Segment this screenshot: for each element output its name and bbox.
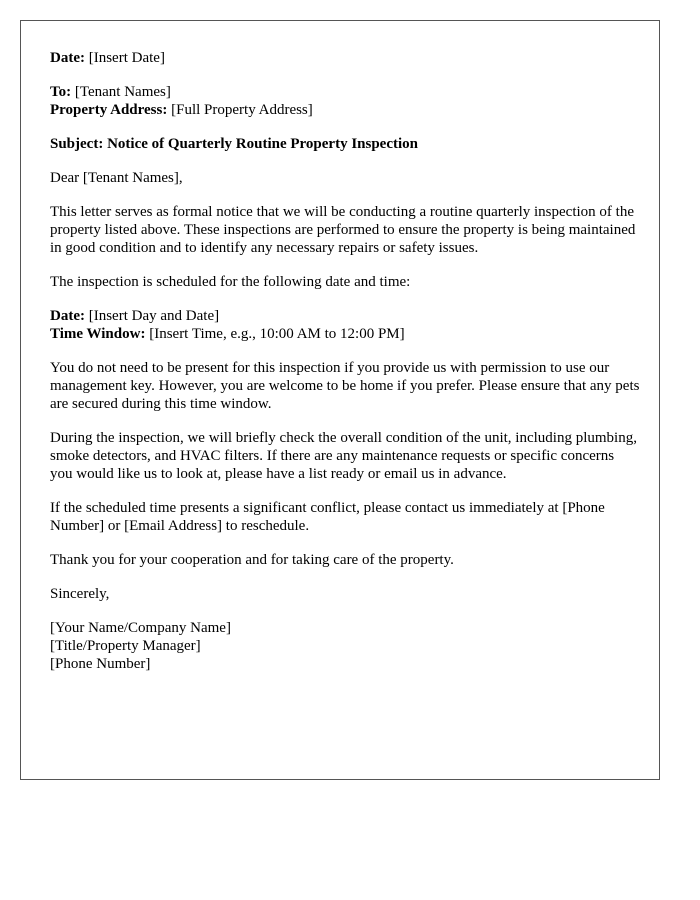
schedule-intro-paragraph: The inspection is scheduled for the following date and time: — [50, 274, 411, 290]
letter-page — [20, 20, 660, 780]
schedule-date-line — [50, 307, 640, 325]
signature-name: [Your Name/Company Name] — [50, 620, 231, 636]
schedule-date-value: [Insert Day and Date] — [88, 308, 220, 324]
subject-line: Subject: Notice of Quarterly Routine Property Inspection — [50, 136, 418, 152]
to-line — [50, 83, 640, 101]
address-line — [50, 101, 640, 119]
presence-paragraph: You do not need to be present for this inspection if you provide us with permission to use our management key. However, you are welcome to be home if you prefer. Please ensure that any pets are secured during this time window. — [50, 360, 640, 412]
to-label: To: — [50, 84, 72, 100]
intro-paragraph: This letter serves as formal notice that we will be conducting a routine quarterly inspection of the property listed above. These inspections are performed to ensure the property is being maintained in good condition and to identify any necessary repairs or safety issues. — [50, 204, 636, 256]
date-value: [Insert Date] — [88, 50, 165, 66]
thanks-paragraph: Thank you for your cooperation and for taking care of the property. — [50, 552, 454, 568]
signature-phone: [Phone Number] — [50, 656, 151, 672]
date-label: Date: — [50, 50, 85, 66]
schedule-date-label: Date: — [50, 308, 85, 324]
date-line — [50, 49, 640, 67]
salutation: Dear [Tenant Names], — [50, 170, 183, 186]
to-value: [Tenant Names] — [74, 84, 171, 100]
closing: Sincerely, — [50, 586, 110, 602]
address-value: [Full Property Address] — [171, 102, 313, 118]
recipient-block — [50, 83, 640, 119]
schedule-block — [50, 307, 640, 343]
schedule-time-value: [Insert Time, e.g., 10:00 AM to 12:00 PM] — [149, 326, 405, 342]
schedule-time-label: Time Window: — [50, 326, 146, 342]
signature-title: [Title/Property Manager] — [50, 638, 201, 654]
scope-paragraph: During the inspection, we will briefly check the overall condition of the unit, including plumbing, smoke detectors, and HVAC filters. If there are any maintenance requests or specific concerns you would like us to look at, please have a list ready or email us in advance. — [50, 430, 637, 482]
address-label: Property Address: — [50, 102, 168, 118]
conflict-paragraph: If the scheduled time presents a significant conflict, please contact us immediately at [Phone Number] or [Email Address] to reschedule. — [50, 500, 605, 534]
letter-content — [50, 49, 640, 689]
signature-block — [50, 619, 640, 673]
schedule-time-line — [50, 325, 640, 343]
